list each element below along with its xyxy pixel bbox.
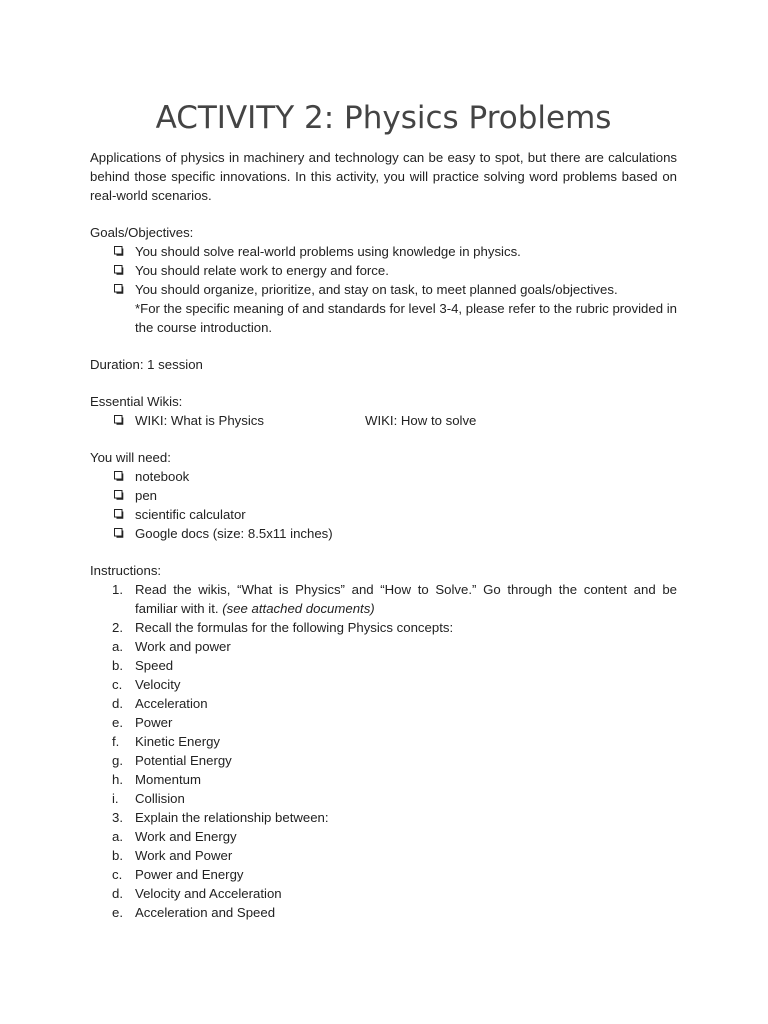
relationship-text: Work and Power <box>135 848 233 863</box>
list-item <box>90 637 677 656</box>
item-letter: d. <box>112 696 123 711</box>
item-letter: h. <box>112 772 123 787</box>
step-text: Explain the relationship between: <box>135 810 329 825</box>
need-item-text: scientific calculator <box>135 507 246 522</box>
document-page <box>90 0 677 922</box>
relationship-text: Work and Energy <box>135 829 237 844</box>
item-letter: e. <box>112 905 123 920</box>
needs-list <box>90 467 677 543</box>
list-item <box>114 280 677 299</box>
checkbox-bullet-icon <box>114 528 124 538</box>
relationship-text: Power and Energy <box>135 867 244 882</box>
goals-heading: Goals/Objectives: <box>90 225 194 240</box>
concept-text: Momentum <box>135 772 201 787</box>
checkbox-bullet-icon <box>114 471 124 481</box>
list-item <box>114 524 677 543</box>
needs-section <box>90 448 677 543</box>
step-number: 3. <box>112 810 123 825</box>
checkbox-bullet-icon <box>114 490 124 500</box>
list-item <box>90 656 677 675</box>
concept-text: Work and power <box>135 639 231 654</box>
concept-text: Kinetic Energy <box>135 734 221 749</box>
item-letter: b. <box>112 848 123 863</box>
list-item <box>90 865 677 884</box>
relationship-text: Velocity and Acceleration <box>135 886 282 901</box>
duration-text: Duration: 1 session <box>90 357 203 372</box>
wiki-link-how-to-solve[interactable]: WIKI: How to solve <box>365 413 477 428</box>
list-item <box>90 713 677 732</box>
list-item <box>90 789 677 808</box>
step-number: 2. <box>112 620 123 635</box>
relationships-list <box>90 827 677 922</box>
item-letter: a. <box>112 829 123 844</box>
goals-section <box>90 223 677 337</box>
item-letter: g. <box>112 753 123 768</box>
instruction-step <box>90 618 677 637</box>
instruction-step <box>90 808 677 827</box>
item-letter: b. <box>112 658 123 673</box>
list-item <box>90 846 677 865</box>
concept-text: Acceleration <box>135 696 208 711</box>
instructions-heading: Instructions: <box>90 563 162 578</box>
checkbox-bullet-icon <box>114 284 124 294</box>
goal-text: You should relate work to energy and force. <box>135 263 389 278</box>
list-item <box>114 261 677 280</box>
list-item <box>90 675 677 694</box>
wikis-section <box>90 392 677 430</box>
item-letter: i. <box>112 791 119 806</box>
list-item <box>114 505 677 524</box>
rubric-note: *For the specific meaning of and standards for level 3-4, please refer to the rubric provided in the course introduction. <box>135 301 677 335</box>
item-letter: a. <box>112 639 123 654</box>
checkbox-bullet-icon <box>114 509 124 519</box>
need-item-text: notebook <box>135 469 190 484</box>
instructions-section <box>90 561 677 922</box>
checkbox-bullet-icon <box>114 265 124 275</box>
concept-text: Power <box>135 715 173 730</box>
concept-text: Potential Energy <box>135 753 232 768</box>
step-text: Read the wikis, “What is Physics” and “How to Solve.” Go through the content and be familiar with it. <box>135 582 677 616</box>
goals-list <box>90 242 677 299</box>
checkbox-bullet-icon <box>114 246 124 256</box>
relationship-text: Acceleration and Speed <box>135 905 276 920</box>
item-letter: d. <box>112 886 123 901</box>
list-item <box>90 732 677 751</box>
instructions-list <box>90 580 677 922</box>
item-letter: f. <box>112 734 120 749</box>
item-letter: c. <box>112 867 123 882</box>
item-letter: c. <box>112 677 123 692</box>
list-item <box>114 486 677 505</box>
goal-text: You should solve real-world problems using knowledge in physics. <box>135 244 521 259</box>
list-item <box>90 884 677 903</box>
intro-paragraph: Applications of physics in machinery and technology can be easy to spot, but there are calculations behind those specific innovations. In this activity, you will practice solving word problems based on real-world scenarios. <box>90 150 677 203</box>
wikis-heading: Essential Wikis: <box>90 394 183 409</box>
list-item <box>90 903 677 922</box>
list-item <box>90 770 677 789</box>
list-item <box>90 827 677 846</box>
wikis-list <box>90 411 677 430</box>
goal-text: You should organize, prioritize, and stay on task, to meet planned goals/objectives. <box>135 282 618 297</box>
need-item-text: pen <box>135 488 158 503</box>
list-item <box>90 751 677 770</box>
needs-heading: You will need: <box>90 450 171 465</box>
item-letter: e. <box>112 715 123 730</box>
list-item <box>114 467 677 486</box>
instruction-step <box>90 580 677 618</box>
step-number: 1. <box>112 582 123 597</box>
step-text: Recall the formulas for the following Physics concepts: <box>135 620 454 635</box>
concept-text: Speed <box>135 658 174 673</box>
list-item <box>114 411 677 430</box>
concept-text: Collision <box>135 791 185 806</box>
concepts-list <box>90 637 677 808</box>
page-title: ACTIVITY 2: Physics Problems <box>155 100 612 136</box>
wiki-link-what-is-physics[interactable]: WIKI: What is Physics <box>135 413 264 428</box>
concept-text: Velocity <box>135 677 181 692</box>
need-item-text: Google docs (size: 8.5x11 inches) <box>135 526 333 541</box>
list-item <box>90 694 677 713</box>
step-note: (see attached documents) <box>222 601 375 616</box>
checkbox-bullet-icon <box>114 415 124 425</box>
list-item <box>114 242 677 261</box>
